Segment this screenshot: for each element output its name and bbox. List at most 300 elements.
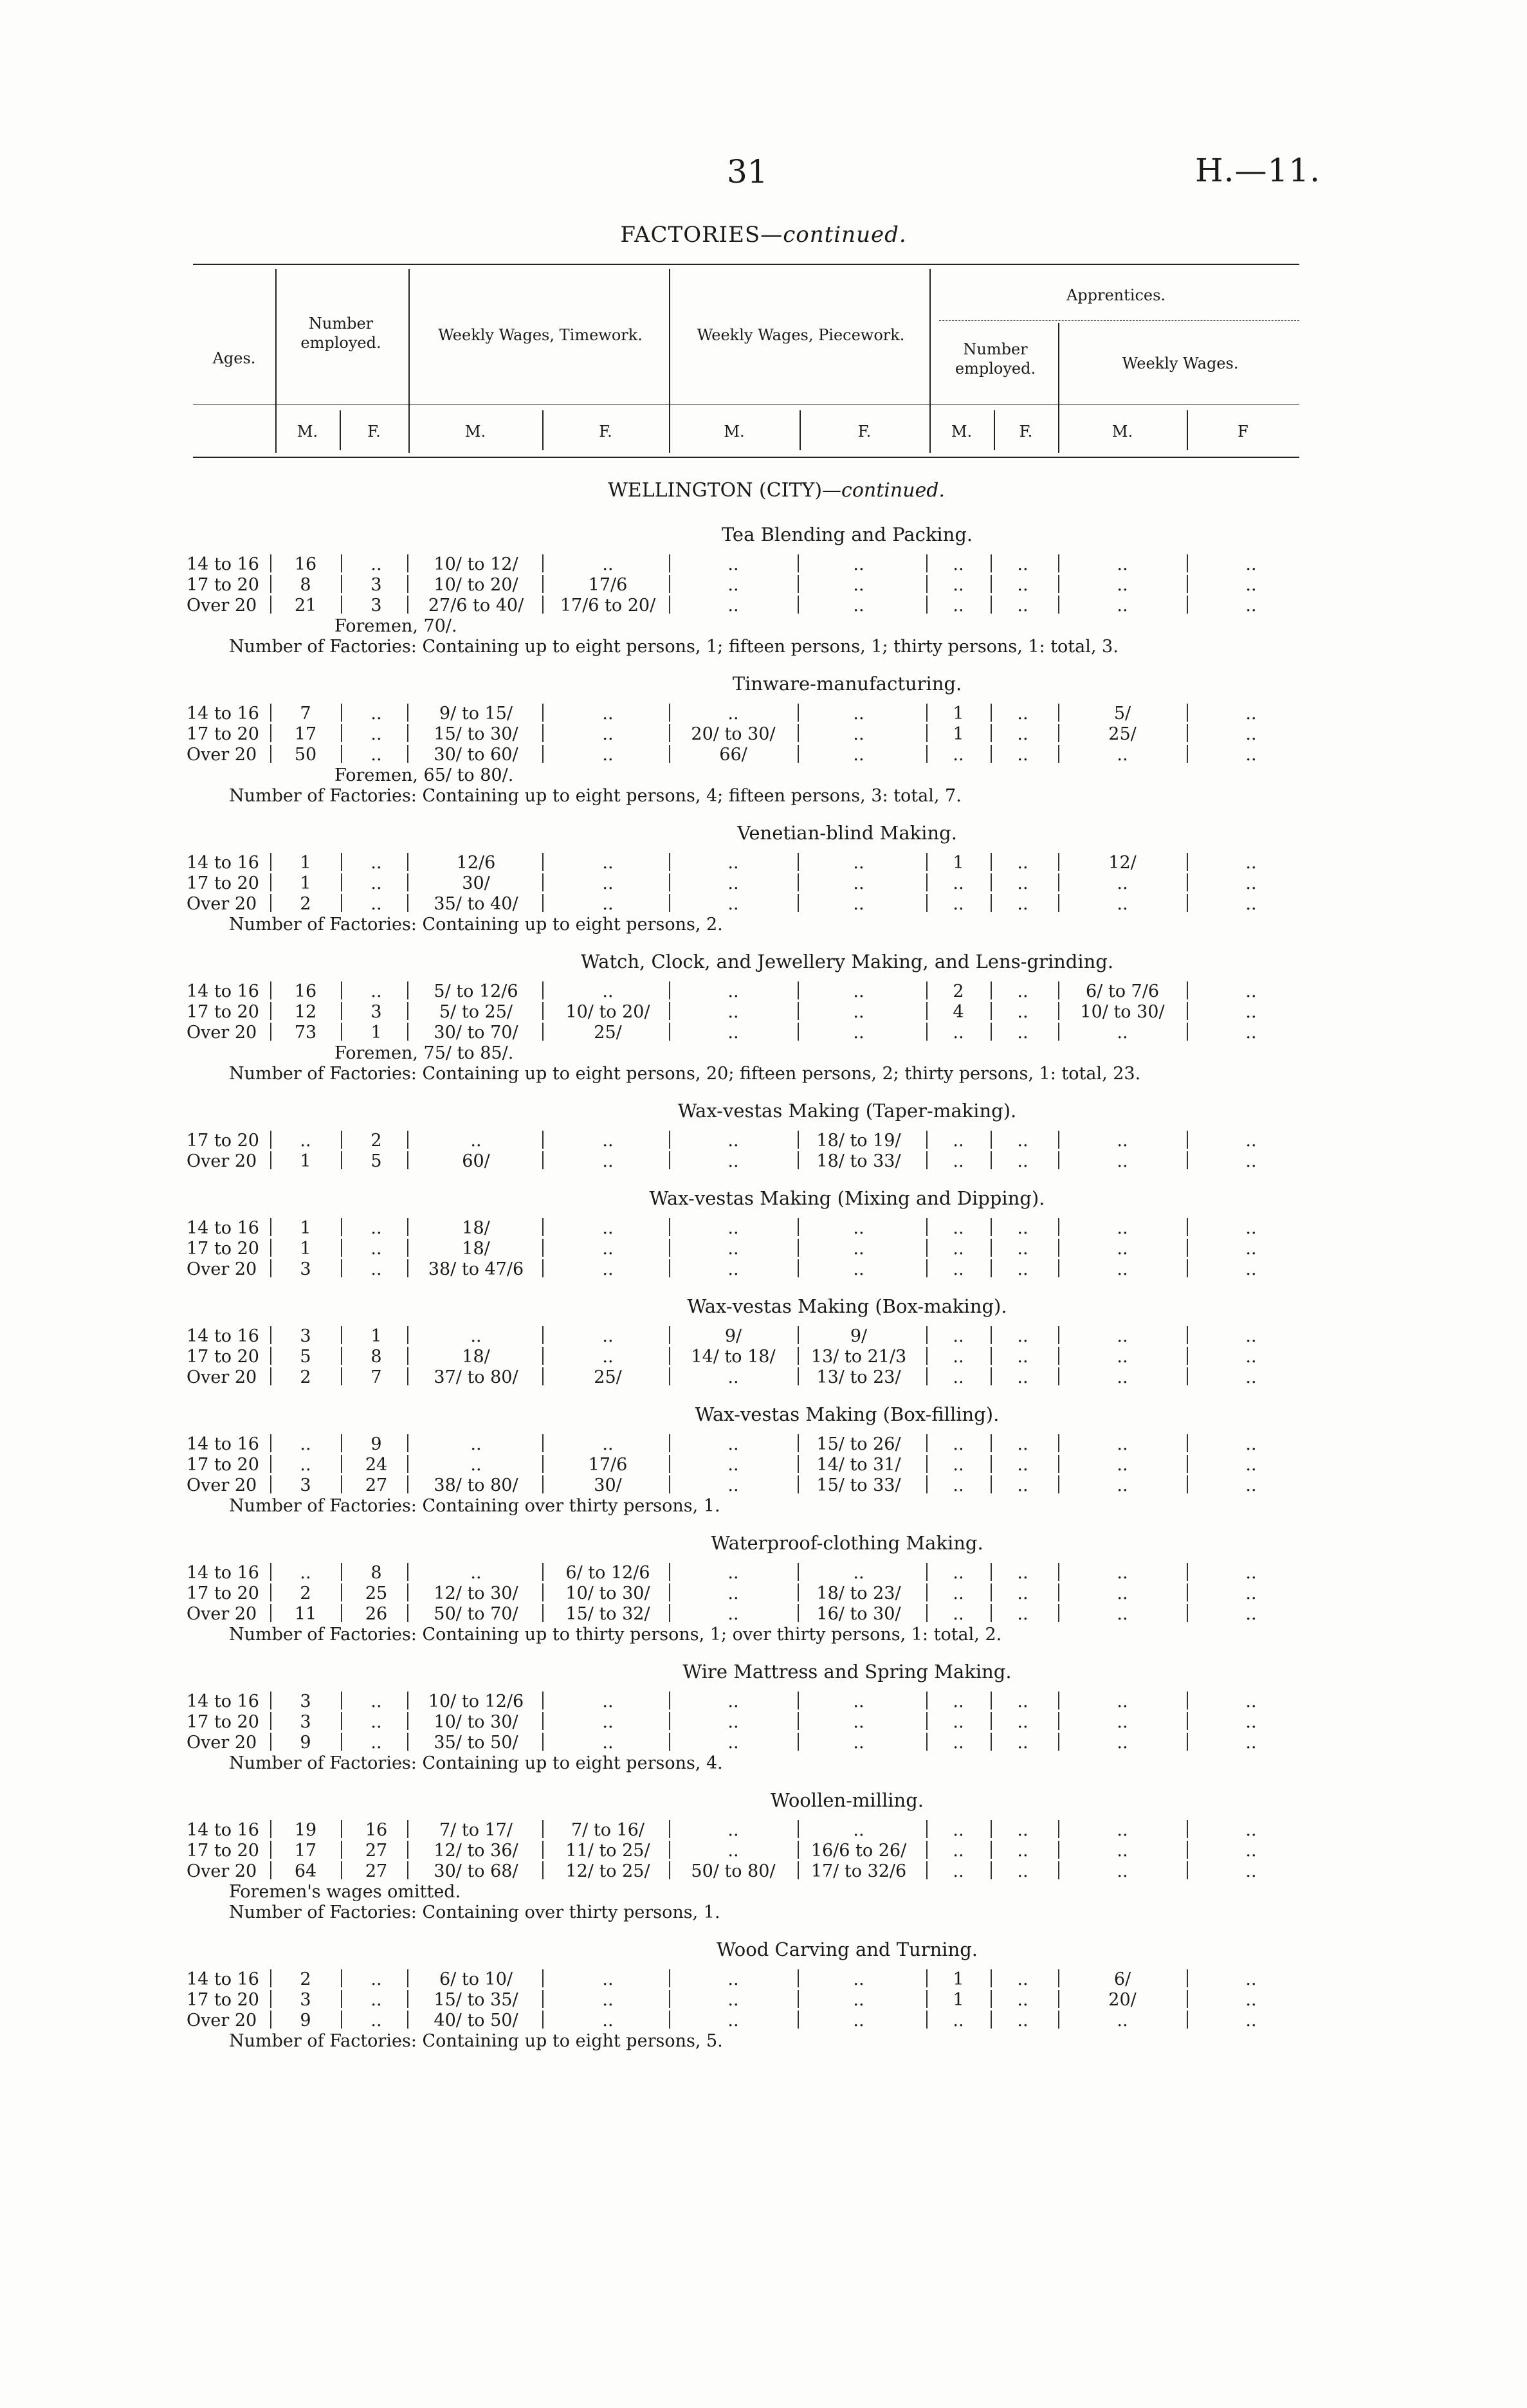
piecework-female-cell: 16/6 to 26/ (810, 1841, 907, 1861)
male-count-cell: 1 (300, 1218, 311, 1238)
table-row (0, 1583, 1527, 1604)
apprentice-female-wage-cell: .. (1245, 873, 1257, 893)
apprentice-male-count-cell: .. (953, 1861, 964, 1881)
piecework-female-cell: .. (853, 981, 864, 1001)
piecework-female-cell: 14/ to 31/ (816, 1455, 901, 1475)
industry-title: Tea Blending and Packing. (721, 524, 973, 545)
table-row (0, 1692, 1527, 1712)
industry-section (0, 1185, 1527, 1280)
apprentice-male-count-cell: .. (953, 1712, 964, 1732)
female-count-cell: 8 (370, 1347, 382, 1367)
male-count-cell: 1 (300, 1151, 311, 1171)
apprentice-female-count-cell: .. (1017, 1692, 1029, 1711)
apprentice-male-wage-cell: 10/ to 30/ (1080, 1002, 1165, 1022)
timework-male-cell: 10/ to 12/ (434, 554, 518, 574)
apprentice-male-wage-cell: .. (1117, 1347, 1128, 1367)
table-row (0, 554, 1527, 575)
table-row (0, 1131, 1527, 1151)
male-count-cell: .. (300, 1455, 311, 1475)
apprentice-male-count-cell: .. (953, 1259, 964, 1279)
apprentice-female-count-cell: .. (1017, 704, 1029, 724)
age-cell: Over 20 (187, 1023, 257, 1043)
timework-female-cell: .. (602, 873, 614, 893)
apprentice-female-wage-cell: .. (1245, 1023, 1257, 1043)
table-body (0, 479, 1527, 2065)
factories-count-note: Foremen's wages omitted. (229, 1882, 461, 1902)
factories-count-note: Number of Factories: Containing up to eight persons, 1; fifteen persons, 1; thirty persons, 1: total, 3. (229, 637, 1119, 657)
piecework-female-cell: 13/ to 23/ (816, 1367, 901, 1387)
table-row (0, 1151, 1527, 1172)
industry-title: Tinware-manufacturing. (732, 673, 962, 695)
apprentice-female-count-cell: .. (1017, 1455, 1029, 1475)
age-cell: 17 to 20 (187, 1712, 259, 1732)
piecework-female-cell: 18/ to 33/ (816, 1151, 901, 1171)
apprentice-male-wage-cell: .. (1117, 894, 1128, 914)
age-cell: 14 to 16 (187, 1563, 259, 1583)
female-count-cell: .. (370, 1712, 382, 1732)
document-code: H.—11. (1195, 152, 1321, 189)
timework-male-cell: 9/ to 15/ (439, 704, 513, 724)
age-cell: Over 20 (187, 1861, 257, 1881)
timework-female-cell: .. (602, 1239, 614, 1259)
timework-female-cell: .. (602, 1692, 614, 1711)
piecework-male-cell: 20/ to 30/ (691, 724, 776, 744)
apprentice-male-wage-cell: .. (1117, 1733, 1128, 1753)
piecework-female-cell: .. (853, 1990, 864, 2010)
female-count-cell: .. (370, 745, 382, 765)
factories-count-note: Number of Factories: Containing up to eight persons, 4; fifteen persons, 3: total, 7. (229, 786, 962, 806)
age-cell: Over 20 (187, 1604, 257, 1624)
piecework-male-cell: .. (727, 596, 739, 616)
female-count-cell: .. (370, 894, 382, 914)
timework-male-cell: .. (470, 1434, 482, 1454)
female-count-cell: 1 (370, 1023, 382, 1043)
apprentice-female-wage-cell: .. (1245, 554, 1257, 574)
female-count-cell: 27 (365, 1861, 388, 1881)
apprentice-female-count-cell: .. (1017, 1733, 1029, 1753)
apprentice-male-count-cell: .. (953, 2011, 964, 2030)
timework-male-cell: 30/ to 68/ (434, 1861, 518, 1881)
apprentice-female-wage-cell: .. (1245, 1990, 1257, 2010)
table-row (0, 981, 1527, 1002)
apprentice-female-wage-cell: .. (1245, 1131, 1257, 1151)
foremen-note: Foremen, 75/ to 85/. (334, 1043, 514, 1063)
apprentice-male-count-cell: .. (953, 894, 964, 914)
apprentice-female-wage-cell: .. (1245, 1563, 1257, 1583)
table-row (0, 1326, 1527, 1347)
age-cell: 17 to 20 (187, 1002, 259, 1022)
industry-section (0, 1097, 1527, 1172)
table-row (0, 596, 1527, 616)
table-row (0, 1604, 1527, 1625)
apprentice-female-count-cell: .. (1017, 1990, 1029, 2010)
timework-male-cell: 12/ to 36/ (434, 1841, 518, 1861)
table-row (0, 1023, 1527, 1043)
apprentice-male-count-cell: .. (953, 575, 964, 595)
female-count-cell: .. (370, 1990, 382, 2010)
timework-male-cell: 10/ to 30/ (434, 1712, 518, 1732)
apprentice-female-wage-cell: .. (1245, 1002, 1257, 1022)
female-count-cell: .. (370, 1239, 382, 1259)
apprentice-female-wage-cell: .. (1245, 596, 1257, 616)
table-header (193, 264, 1299, 458)
timework-female-cell: .. (602, 1990, 614, 2010)
female-count-cell: 5 (370, 1151, 382, 1171)
timework-female-cell: .. (602, 704, 614, 724)
female-count-cell: .. (370, 1259, 382, 1279)
apprentice-female-wage-cell: .. (1245, 704, 1257, 724)
male-count-cell: 1 (300, 873, 311, 893)
apprentice-female-wage-cell: .. (1245, 1475, 1257, 1495)
factories-count-note: Number of Factories: Containing up to thirty persons, 1; over thirty persons, 1: total, 2. (229, 1625, 1002, 1645)
male-count-cell: 5 (300, 1347, 311, 1367)
apprentice-female-wage-cell: .. (1245, 1259, 1257, 1279)
apprentice-female-count-cell: .. (1017, 1820, 1029, 1840)
timework-female-cell: .. (602, 894, 614, 914)
timework-female-cell: .. (602, 2011, 614, 2030)
page-title (0, 222, 1527, 248)
male-count-cell: 11 (294, 1604, 317, 1624)
header-sub-f: F. (367, 423, 381, 441)
male-count-cell: 8 (300, 575, 311, 595)
table-row (0, 1455, 1527, 1475)
piecework-female-cell: 17/ to 32/6 (810, 1861, 907, 1881)
male-count-cell: 16 (294, 981, 317, 1001)
age-cell: 17 to 20 (187, 1455, 259, 1475)
female-count-cell: 8 (370, 1563, 382, 1583)
female-count-cell: 2 (370, 1131, 382, 1151)
timework-male-cell: 38/ to 47/6 (428, 1259, 524, 1279)
piecework-female-cell: .. (853, 2011, 864, 2030)
timework-female-cell: .. (602, 1151, 614, 1171)
timework-female-cell: .. (602, 724, 614, 744)
timework-female-cell: 15/ to 32/ (565, 1604, 650, 1624)
piecework-male-cell: .. (727, 894, 739, 914)
apprentice-male-count-cell: 1 (953, 704, 964, 724)
industry-section (0, 1293, 1527, 1388)
piecework-female-cell: 18/ to 19/ (816, 1131, 901, 1151)
age-cell: 14 to 16 (187, 1326, 259, 1346)
factories-count-note: Number of Factories: Containing over thirty persons, 1. (229, 1496, 720, 1516)
female-count-cell: .. (370, 1733, 382, 1753)
female-count-cell: .. (370, 554, 382, 574)
piecework-female-cell: .. (853, 745, 864, 765)
female-count-cell: 27 (365, 1841, 388, 1861)
piecework-male-cell: .. (727, 1990, 739, 2010)
piecework-male-cell: .. (727, 1002, 739, 1022)
male-count-cell: 9 (300, 1733, 311, 1753)
apprentice-male-wage-cell: .. (1117, 2011, 1128, 2030)
age-cell: Over 20 (187, 1733, 257, 1753)
header-sub-m: M. (297, 423, 318, 441)
table-row (0, 1434, 1527, 1455)
apprentice-female-count-cell: .. (1017, 1434, 1029, 1454)
apprentice-male-wage-cell: .. (1117, 575, 1128, 595)
timework-male-cell: 40/ to 50/ (434, 2011, 518, 2030)
factories-count-note: Number of Factories: Containing up to eight persons, 5. (229, 2031, 723, 2051)
industry-section (0, 819, 1527, 935)
piecework-female-cell: .. (853, 724, 864, 744)
timework-female-cell: 7/ to 16/ (571, 1820, 645, 1840)
piecework-female-cell: 13/ to 21/3 (810, 1347, 907, 1367)
apprentice-female-wage-cell: .. (1245, 1583, 1257, 1603)
timework-female-cell: .. (602, 853, 614, 873)
apprentice-male-count-cell: .. (953, 1563, 964, 1583)
apprentice-male-count-cell: .. (953, 1151, 964, 1171)
timework-male-cell: 7/ to 17/ (439, 1820, 513, 1840)
timework-female-cell: .. (602, 554, 614, 574)
timework-male-cell: .. (470, 1563, 482, 1583)
male-count-cell: 2 (300, 1583, 311, 1603)
industry-title: Wax-vestas Making (Box-filling). (695, 1403, 1000, 1425)
age-cell: 14 to 16 (187, 554, 259, 574)
piecework-male-cell: 14/ to 18/ (691, 1347, 776, 1367)
piecework-male-cell: .. (727, 1733, 739, 1753)
table-row (0, 1475, 1527, 1496)
industry-title: Watch, Clock, and Jewellery Making, and Lens-grinding. (580, 951, 1114, 972)
apprentice-male-count-cell: 1 (953, 724, 964, 744)
apprentice-female-count-cell: .. (1017, 1475, 1029, 1495)
apprentice-female-wage-cell: .. (1245, 1434, 1257, 1454)
apprentice-female-wage-cell: .. (1245, 724, 1257, 744)
timework-male-cell: 37/ to 80/ (434, 1367, 518, 1387)
apprentice-male-wage-cell: 20/ (1108, 1990, 1137, 2010)
piecework-female-cell: .. (853, 894, 864, 914)
timework-female-cell: 30/ (594, 1475, 622, 1495)
apprentice-female-count-cell: .. (1017, 745, 1029, 765)
apprentice-male-wage-cell: .. (1117, 1151, 1128, 1171)
female-count-cell: 27 (365, 1475, 388, 1495)
male-count-cell: .. (300, 1131, 311, 1151)
table-row (0, 894, 1527, 915)
industry-title: Wax-vestas Making (Box-making). (687, 1295, 1007, 1317)
apprentice-male-count-cell: .. (953, 873, 964, 893)
apprentice-female-count-cell: .. (1017, 1712, 1029, 1732)
female-count-cell: .. (370, 1969, 382, 1989)
female-count-cell: .. (370, 724, 382, 744)
male-count-cell: 3 (300, 1990, 311, 2010)
table-row (0, 1861, 1527, 1882)
piecework-female-cell: .. (853, 873, 864, 893)
industry-title: Waterproof-clothing Making. (711, 1532, 983, 1554)
age-cell: 14 to 16 (187, 981, 259, 1001)
piecework-male-cell: .. (727, 1455, 739, 1475)
header-appr-weekly-wages: Weekly Wages. (1122, 354, 1239, 372)
apprentice-male-wage-cell: .. (1117, 1692, 1128, 1711)
apprentice-female-count-cell: .. (1017, 1563, 1029, 1583)
age-cell: 17 to 20 (187, 1239, 259, 1259)
piecework-male-cell: .. (727, 1218, 739, 1238)
page-number: 31 (727, 153, 768, 190)
table-row (0, 1002, 1527, 1023)
female-count-cell: .. (370, 704, 382, 724)
piecework-male-cell: .. (727, 1367, 739, 1387)
female-count-cell: .. (370, 873, 382, 893)
factories-count-note: Number of Factories: Containing up to eight persons, 4. (229, 1753, 723, 1773)
age-cell: Over 20 (187, 596, 257, 616)
age-cell: 14 to 16 (187, 853, 259, 873)
male-count-cell: 3 (300, 1259, 311, 1279)
piecework-female-cell: .. (853, 1733, 864, 1753)
apprentice-female-wage-cell: .. (1245, 894, 1257, 914)
male-count-cell: 2 (300, 1969, 311, 1989)
piecework-male-cell: .. (727, 1239, 739, 1259)
apprentice-female-wage-cell: .. (1245, 981, 1257, 1001)
age-cell: 17 to 20 (187, 724, 259, 744)
apprentice-male-count-cell: .. (953, 1434, 964, 1454)
factories-count-note: Number of Factories: Containing over thirty persons, 1. (229, 1902, 720, 1922)
apprentice-male-count-cell: .. (953, 1347, 964, 1367)
male-count-cell: 16 (294, 554, 317, 574)
age-cell: 17 to 20 (187, 1990, 259, 2010)
female-count-cell: 3 (370, 596, 382, 616)
timework-male-cell: .. (470, 1326, 482, 1346)
male-count-cell: 7 (300, 704, 311, 724)
table-row (0, 2011, 1527, 2031)
apprentice-female-wage-cell: .. (1245, 853, 1257, 873)
piecework-male-cell: .. (727, 1820, 739, 1840)
piecework-female-cell: 18/ to 23/ (816, 1583, 901, 1603)
apprentice-male-wage-cell: .. (1117, 745, 1128, 765)
piecework-female-cell: .. (853, 1239, 864, 1259)
timework-female-cell: 11/ to 25/ (565, 1841, 650, 1861)
apprentice-female-wage-cell: .. (1245, 1604, 1257, 1624)
apprentice-male-count-cell: .. (953, 1604, 964, 1624)
piecework-male-cell: .. (727, 1023, 739, 1043)
piecework-female-cell: .. (853, 1218, 864, 1238)
timework-female-cell: 12/ to 25/ (565, 1861, 650, 1881)
apprentice-female-wage-cell: .. (1245, 1969, 1257, 1989)
apprentice-male-wage-cell: .. (1117, 1131, 1128, 1151)
table-row (0, 853, 1527, 873)
male-count-cell: 2 (300, 1367, 311, 1387)
age-cell: 17 to 20 (187, 873, 259, 893)
male-count-cell: 12 (294, 1002, 317, 1022)
apprentice-male-count-cell: .. (953, 1475, 964, 1495)
piecework-male-cell: .. (727, 853, 739, 873)
apprentice-female-count-cell: .. (1017, 1326, 1029, 1346)
timework-male-cell: 15/ to 30/ (434, 724, 518, 744)
female-count-cell: .. (370, 1218, 382, 1238)
apprentice-male-wage-cell: .. (1117, 1239, 1128, 1259)
table-row (0, 724, 1527, 745)
apprentice-male-wage-cell: .. (1117, 1259, 1128, 1279)
apprentice-female-wage-cell: .. (1245, 1347, 1257, 1367)
male-count-cell: 3 (300, 1692, 311, 1711)
apprentice-female-count-cell: .. (1017, 1259, 1029, 1279)
apprentice-male-count-cell: .. (953, 596, 964, 616)
table-row (0, 1347, 1527, 1367)
timework-female-cell: 17/6 (588, 575, 628, 595)
table-row (0, 1563, 1527, 1583)
table-row (0, 704, 1527, 724)
apprentice-female-count-cell: .. (1017, 1023, 1029, 1043)
title-continued: continued. (783, 222, 907, 248)
apprentice-female-wage-cell: .. (1245, 1841, 1257, 1861)
apprentice-female-count-cell: .. (1017, 596, 1029, 616)
timework-female-cell: .. (602, 981, 614, 1001)
male-count-cell: 64 (294, 1861, 317, 1881)
timework-male-cell: 30/ (462, 873, 490, 893)
timework-female-cell: 10/ to 30/ (565, 1583, 650, 1603)
apprentice-female-count-cell: .. (1017, 575, 1029, 595)
apprentice-female-wage-cell: .. (1245, 1733, 1257, 1753)
apprentice-male-wage-cell: .. (1117, 1820, 1128, 1840)
piecework-female-cell: .. (853, 1563, 864, 1583)
timework-male-cell: 5/ to 12/6 (434, 981, 518, 1001)
apprentice-male-count-cell: 2 (953, 981, 964, 1001)
industry-title: Woollen-milling. (770, 1789, 924, 1811)
table-row (0, 1969, 1527, 1990)
female-count-cell: 9 (370, 1434, 382, 1454)
piecework-female-cell: .. (853, 1692, 864, 1711)
piecework-female-cell: .. (853, 1259, 864, 1279)
header-sub-m: M. (951, 423, 973, 441)
apprentice-female-count-cell: .. (1017, 1861, 1029, 1881)
table-row (0, 1218, 1527, 1239)
male-count-cell: 9 (300, 2011, 311, 2030)
industry-section (0, 1529, 1527, 1645)
timework-male-cell: 10/ to 20/ (434, 575, 518, 595)
industry-section (0, 1936, 1527, 2052)
table-row (0, 1712, 1527, 1733)
male-count-cell: 1 (300, 1239, 311, 1259)
apprentice-male-count-cell: .. (953, 1367, 964, 1387)
industry-title: Venetian-blind Making. (737, 822, 957, 844)
apprentice-female-count-cell: .. (1017, 894, 1029, 914)
timework-male-cell: 30/ to 70/ (434, 1023, 518, 1043)
apprentice-male-wage-cell: .. (1117, 1326, 1128, 1346)
age-cell: 17 to 20 (187, 1841, 259, 1861)
timework-male-cell: 18/ (462, 1347, 490, 1367)
apprentice-male-wage-cell: 6/ (1113, 1969, 1131, 1989)
timework-male-cell: .. (470, 1455, 482, 1475)
header-sub-f: F. (1019, 423, 1033, 441)
apprentice-male-wage-cell: .. (1117, 1218, 1128, 1238)
apprentice-female-count-cell: .. (1017, 853, 1029, 873)
age-cell: 14 to 16 (187, 1434, 259, 1454)
apprentice-female-wage-cell: .. (1245, 2011, 1257, 2030)
apprentice-male-wage-cell: .. (1117, 596, 1128, 616)
timework-male-cell: 27/6 to 40/ (428, 596, 524, 616)
age-cell: 14 to 16 (187, 704, 259, 724)
age-cell: 17 to 20 (187, 1347, 259, 1367)
age-cell: Over 20 (187, 745, 257, 765)
timework-male-cell: .. (470, 1131, 482, 1151)
apprentice-female-wage-cell: .. (1245, 1218, 1257, 1238)
apprentice-female-count-cell: .. (1017, 1347, 1029, 1367)
piecework-male-cell: 50/ to 80/ (691, 1861, 776, 1881)
apprentice-female-wage-cell: .. (1245, 1239, 1257, 1259)
piecework-male-cell: .. (727, 2011, 739, 2030)
apprentice-female-count-cell: .. (1017, 1604, 1029, 1624)
apprentice-male-count-cell: .. (953, 1326, 964, 1346)
timework-female-cell: 17/6 to 20/ (560, 596, 656, 616)
timework-male-cell: 35/ to 50/ (434, 1733, 518, 1753)
header-appr-number-employed: Number employed. (955, 340, 1036, 378)
apprentice-male-count-cell: 1 (953, 1969, 964, 1989)
male-count-cell: .. (300, 1434, 311, 1454)
piecework-female-cell: .. (853, 704, 864, 724)
apprentice-male-wage-cell: .. (1117, 1367, 1128, 1387)
piecework-male-cell: .. (727, 1259, 739, 1279)
timework-male-cell: 38/ to 80/ (434, 1475, 518, 1495)
female-count-cell: 3 (370, 1002, 382, 1022)
piecework-female-cell: 15/ to 33/ (816, 1475, 901, 1495)
industry-section (0, 948, 1527, 1084)
table-row (0, 575, 1527, 596)
piecework-male-cell: .. (727, 1841, 739, 1861)
